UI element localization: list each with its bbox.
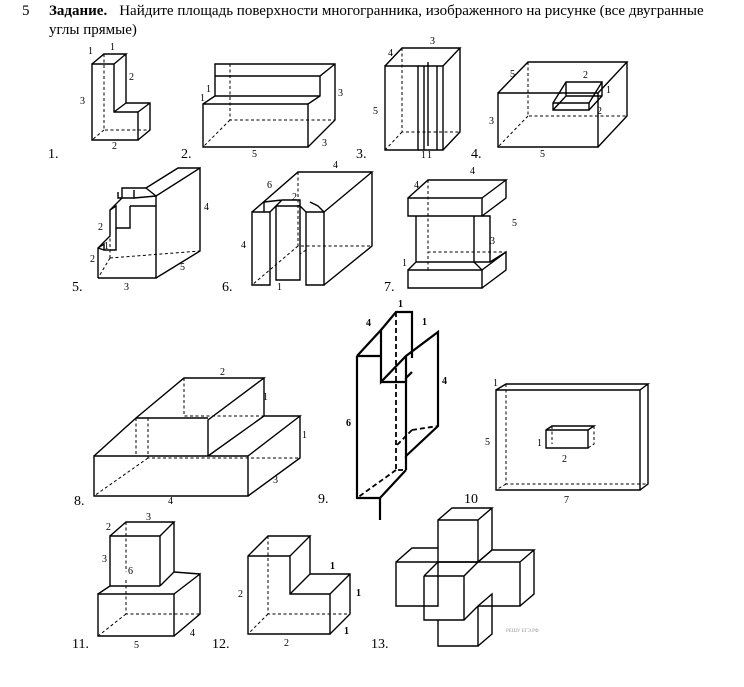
fig9-label: 9. [318, 492, 329, 507]
fig9-dim-0: 1 [398, 299, 403, 310]
fig11-dim-0: 3 [146, 512, 151, 523]
fig7-dim-2: 5 [512, 218, 517, 229]
fig10-dim-1: 5 [485, 437, 490, 448]
fig2-dim-5: 3 [322, 138, 327, 149]
fig2-dim-3: 3 [338, 88, 343, 99]
fig9-dim-2: 1 [422, 317, 427, 328]
task-title: Задание. [49, 3, 108, 19]
fig6-dim-2: 2 [292, 192, 297, 203]
fig9-dim-3: 4 [442, 376, 447, 387]
fig5-dim-4: 4 [204, 202, 209, 213]
fig10-dim-3: 2 [562, 454, 567, 465]
fig11-label: 11. [72, 637, 89, 652]
fig1-dim-5: 2 [112, 141, 117, 152]
fig3-dim-4: 1 [421, 150, 426, 161]
figure-3 [356, 36, 460, 162]
figure-11 [72, 512, 200, 652]
fig2-dim-4: 5 [252, 149, 257, 160]
fig10-label: 10 [464, 492, 478, 507]
fig1-dim-3: 3 [80, 96, 85, 107]
task-text: Найдите площадь поверхности многогранника, изображенного на рисунке (все двугранные углы прямые) [49, 3, 704, 38]
fig10-dim-4: 7 [564, 495, 569, 506]
fig12-dim-2: 1 [356, 588, 361, 599]
fig12-label: 12. [212, 637, 230, 652]
fig3-dim-5: 1 [427, 150, 432, 161]
fig8-dim-3: 3 [273, 475, 278, 486]
fig10-dim-0: 1 [493, 378, 498, 389]
fig1-dim-4: 2 [129, 72, 134, 83]
fig4-dim-2: 2 [583, 70, 588, 81]
fig4-dim-6: 5 [540, 149, 545, 160]
fig4-dim-1: 5 [510, 69, 515, 80]
fig6-dim-1: 6 [267, 180, 272, 191]
fig4-dim-5: 3 [489, 116, 494, 127]
fig8-dim-0: 2 [220, 367, 225, 378]
fig13-label: 13. [371, 637, 389, 652]
figure-13 [371, 508, 539, 652]
figure-1 [48, 42, 150, 162]
fig8-label: 8. [74, 494, 85, 509]
figure-10 [464, 378, 648, 507]
fig6-dim-3: 4 [241, 240, 246, 251]
fig1-label: 1. [48, 147, 59, 162]
figure-2 [181, 64, 343, 162]
fig4-label: 4. [471, 147, 482, 162]
fig12-dim-0: 1 [330, 561, 335, 572]
fig11-dim-4: 4 [190, 628, 195, 639]
fig1-dim-1: 1 [88, 46, 93, 57]
fig8-dim-1: 1 [263, 392, 268, 403]
fig7-dim-0: 4 [414, 180, 419, 191]
fig10-dim-2: 1 [537, 438, 542, 449]
fig3-label: 3. [356, 147, 367, 162]
fig12-dim-3: 1 [344, 626, 349, 637]
fig5-dim-3: 2 [90, 254, 95, 265]
fig6-label: 6. [222, 280, 233, 295]
figure-9 [318, 299, 447, 520]
fig1-dim-2: 1 [110, 42, 115, 53]
fig6-dim-4: 1 [277, 282, 282, 293]
fig7-dim-4: 1 [402, 258, 407, 269]
fig4-dim-4: 2 [597, 106, 602, 117]
fig6-dim-0: 4 [333, 160, 338, 171]
fig5-dim-5: 5 [180, 262, 185, 273]
figure-12 [212, 536, 361, 652]
fig3-dim-3: 5 [373, 106, 378, 117]
fig13-watermark: РЕШУ ЕГЭ.РФ [506, 629, 539, 634]
fig2-dim-1: 1 [206, 84, 211, 95]
fig5-dim-6: 3 [124, 282, 129, 293]
figure-6 [222, 160, 372, 295]
fig3-dim-1: 3 [430, 36, 435, 47]
fig5-label: 5. [72, 280, 83, 295]
figure-7 [384, 166, 517, 295]
fig9-dim-1: 4 [366, 318, 371, 329]
fig12-dim-1: 2 [238, 589, 243, 600]
fig4-dim-3: 1 [606, 85, 611, 96]
fig8-dim-4: 4 [168, 496, 173, 507]
fig2-dim-2: 1 [200, 93, 205, 104]
fig5-dim-1: 2 [98, 222, 103, 233]
fig7-label: 7. [384, 280, 395, 295]
fig9-dim-4: 6 [346, 418, 351, 429]
fig11-dim-1: 2 [106, 522, 111, 533]
fig12-dim-4: 2 [284, 638, 289, 649]
fig2-label: 2. [181, 147, 192, 162]
fig11-dim-5: 5 [134, 640, 139, 651]
figure-4 [471, 62, 627, 162]
fig7-dim-3: 3 [490, 236, 495, 247]
figure-5 [72, 168, 209, 295]
fig8-dim-2: 1 [302, 430, 307, 441]
fig3-dim-2: 4 [388, 48, 393, 59]
fig5-dim-2: 1 [104, 241, 109, 252]
figure-8 [74, 367, 307, 509]
fig7-dim-1: 4 [470, 166, 475, 177]
fig11-dim-2: 3 [102, 554, 107, 565]
task-number: 5 [22, 3, 30, 19]
fig11-dim-3: 6 [128, 566, 133, 577]
